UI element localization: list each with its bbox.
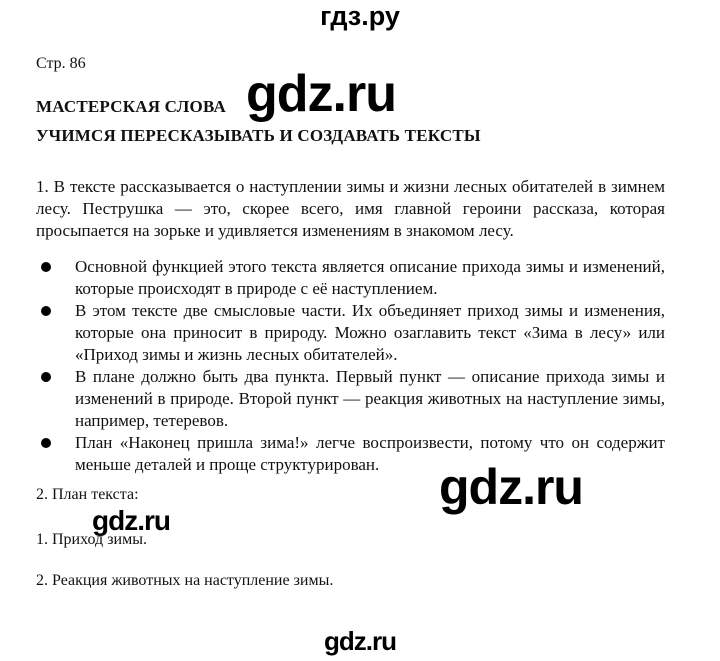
watermark-middle: gdz.ru (439, 459, 583, 515)
answer-2-title: 2. План текста: (36, 486, 139, 503)
site-header-logo: гдз.ру (320, 1, 400, 31)
answer-1-bullet-list (36, 256, 665, 476)
bullet-item (36, 300, 665, 366)
bullet-dot-icon (41, 306, 51, 316)
bullet-dot-icon (41, 262, 51, 272)
bullet-dot-icon (41, 372, 51, 382)
watermark-small: gdz.ru (92, 505, 170, 536)
section-heading: МАСТЕРСКАЯ СЛОВА (36, 97, 226, 116)
subsection-heading: УЧИМСЯ ПЕРЕСКАЗЫВАТЬ И СОЗДАВАТЬ ТЕКСТЫ (36, 126, 481, 145)
plan-item: 1. Приход зимы. (36, 531, 147, 548)
bullet-text: План «Наконец пришла зима!» легче воспроизвести, потому что он содержит меньше деталей и проще структурирован. (75, 433, 665, 474)
plan-item: 2. Реакция животных на наступление зимы. (36, 572, 334, 589)
bullet-item (36, 256, 665, 300)
answer-1-paragraph: 1. В тексте рассказывается о наступлении зимы и жизни лесных обитателей в зимнем лесу. Пеструшка — это, скорее всего, имя главной героини рассказа, которая просыпается на зорьке и удивляется изменениям в знакомом лесу. (36, 177, 665, 240)
bullet-text: В этом тексте две смысловые части. Их объединяет приход зимы и изменения, которые она приносит в природу. Можно озаглавить текст «Зима в лесу» или «Приход зимы и жизнь лесных обитателей». (75, 301, 665, 364)
page-reference: Стр. 86 (36, 55, 86, 72)
bullet-dot-icon (41, 438, 51, 448)
watermark-top: gdz.ru (246, 65, 396, 123)
bullet-text: Основной функцией этого текста является описание прихода зимы и изменений, которые происходят в природе с её наступлением. (75, 257, 665, 298)
watermark-bottom: gdz.ru (324, 626, 396, 656)
bullet-text: В плане должно быть два пункта. Первый пункт — описание прихода зимы и изменений в природе. Второй пункт — реакция животных на наступление зимы, например, тетеревов. (75, 367, 665, 430)
bullet-item (36, 366, 665, 432)
